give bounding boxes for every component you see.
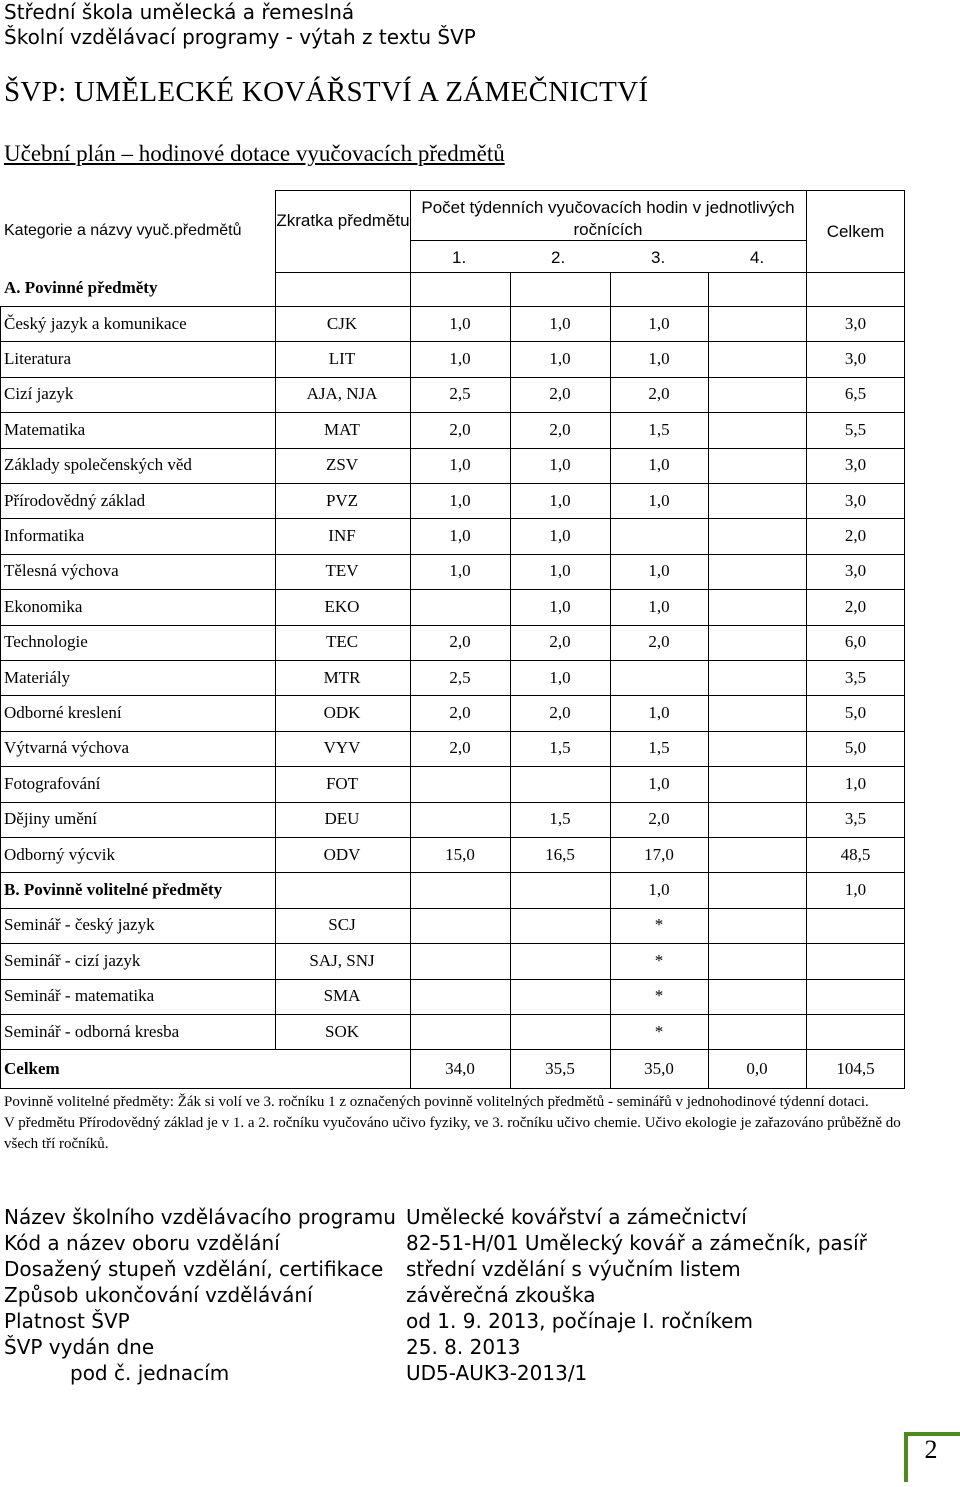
hours-year-4 (708, 589, 806, 624)
table-rule (0, 377, 905, 378)
table-rule (275, 190, 905, 191)
hours-year-1: 2,0 (449, 632, 471, 652)
subject-total: 48,5 (840, 844, 871, 864)
hours-year-2: 2,0 (549, 384, 571, 404)
hours-year-3 (610, 518, 708, 553)
hours-year-1: 1,0 (449, 349, 471, 369)
elective-abbreviation: SCJ (328, 915, 356, 935)
subject-total: 3,0 (844, 349, 867, 369)
subject-name: Cizí jazyk (4, 384, 74, 404)
elective-name: Seminář - odborná kresba (4, 1021, 180, 1041)
subject-name: Tělesná výchova (4, 561, 119, 581)
subject-name: Matematika (4, 419, 86, 439)
section-b-heading: B. Povinně volitelné předměty (4, 880, 223, 900)
elective-name: Seminář - matematika (4, 986, 155, 1006)
subject-abbreviation: INF (328, 526, 356, 546)
table-rule (0, 448, 905, 449)
subject-name: Přírodovědný základ (4, 490, 146, 510)
hours-year-3: 1,0 (648, 313, 670, 333)
info-value: závěrečná zkouška (406, 1283, 596, 1307)
subject-total: 5,0 (844, 703, 867, 723)
info-value: 82-51-H/01 Umělecký kovář a zámečník, pasíř (406, 1231, 867, 1255)
header-year-2: 2. (551, 248, 566, 267)
subject-abbreviation: MTR (323, 667, 361, 687)
hours-year-1: 1,0 (449, 561, 471, 581)
hours-year-2: 1,0 (549, 490, 571, 510)
hours-year-3: 2,0 (648, 632, 670, 652)
table-rule (0, 1014, 905, 1015)
table-rule (0, 731, 905, 732)
subject-total: 5,5 (844, 419, 867, 439)
subject-name: Informatika (4, 526, 85, 546)
hours-year-3: 1,0 (648, 490, 670, 510)
hours-year-1: 2,5 (449, 667, 471, 687)
info-label: Dosažený stupeň vzdělání, certifikace (4, 1257, 384, 1281)
subject-abbreviation: TEC (325, 632, 359, 652)
elective-name: Seminář - cizí jazyk (4, 950, 141, 970)
hours-year-3 (610, 660, 708, 695)
table-rule (0, 1088, 905, 1089)
subject-abbreviation: EKO (324, 596, 360, 616)
document-name: Školní vzdělávací programy - výtah z textu ŠVP (4, 25, 476, 49)
grand-total-year-4: 0,0 (746, 1058, 768, 1078)
grand-total-year-1: 34,0 (445, 1058, 475, 1078)
hours-year-3: 1,0 (648, 561, 670, 581)
table-rule (0, 802, 905, 803)
table-rule (0, 306, 1, 1088)
subject-name: Fotografování (4, 773, 101, 793)
table-rule (510, 272, 511, 1088)
table-rule (0, 483, 905, 484)
subject-name: Odborné kreslení (4, 703, 122, 723)
elective-abbreviation: SAJ, SNJ (309, 950, 375, 970)
header-year-1: 1. (452, 248, 467, 267)
table-rule (806, 190, 807, 1088)
subject-name: Literatura (4, 349, 72, 369)
subject-total: 6,0 (844, 632, 867, 652)
table-rule (0, 908, 905, 909)
school-name: Střední škola umělecká a řemeslná (4, 0, 355, 24)
table-rule (0, 554, 905, 555)
hours-year-1: 1,0 (449, 313, 471, 333)
subject-abbreviation: CJK (326, 313, 358, 333)
section-b-year-3: 1,0 (648, 880, 670, 900)
subject-name: Český jazyk a komunikace (4, 313, 187, 333)
page-title: ŠVP: UMĚLECKÉ KOVÁŘSTVÍ A ZÁMEČNICTVÍ (4, 76, 649, 108)
table-rule (0, 766, 905, 767)
subject-abbreviation: PVZ (325, 490, 359, 510)
subject-total: 3,0 (844, 561, 867, 581)
table-rule (0, 943, 905, 944)
table-rule (0, 341, 905, 342)
hours-year-1 (410, 766, 510, 801)
subject-name: Technologie (4, 632, 88, 652)
hours-year-4 (708, 518, 806, 553)
header-year-3: 3. (651, 248, 666, 267)
info-value: Umělecké kovářství a zámečnictví (406, 1205, 747, 1229)
info-value: od 1. 9. 2013, počínaje I. ročníkem (406, 1309, 753, 1333)
document-header (4, 0, 476, 50)
table-rule (0, 660, 905, 661)
hours-year-2: 16,5 (545, 844, 575, 864)
info-value: střední vzdělání s výučním listem (406, 1257, 741, 1281)
table-rule (708, 272, 709, 1088)
hours-year-3: 1,0 (648, 596, 670, 616)
subject-name: Dějiny umění (4, 809, 98, 829)
hours-year-4 (708, 625, 806, 660)
info-label: Kód a název oboru vzdělání (4, 1231, 280, 1255)
elective-year-3: * (654, 1021, 664, 1041)
hours-year-4 (708, 802, 806, 837)
header-total: Celkem (826, 222, 885, 241)
table-rule (0, 695, 905, 696)
subject-total: 6,5 (844, 384, 867, 404)
hours-year-2: 1,0 (549, 596, 571, 616)
info-label: Název školního vzdělávacího programu (4, 1205, 396, 1229)
elective-year-3: * (654, 915, 664, 935)
table-rule (0, 872, 905, 873)
hours-year-2: 1,0 (549, 455, 571, 475)
hours-year-4 (708, 554, 806, 589)
info-value: 25. 8. 2013 (406, 1335, 521, 1359)
subject-name: Materiály (4, 667, 71, 687)
subject-name: Výtvarná výchova (4, 738, 130, 758)
hours-year-1: 15,0 (445, 844, 475, 864)
subject-total: 1,0 (844, 773, 867, 793)
subject-name: Odborný výcvik (4, 844, 115, 864)
subject-abbreviation: ODK (323, 703, 361, 723)
hours-year-3: 2,0 (648, 384, 670, 404)
hours-year-4 (708, 483, 806, 518)
hours-year-4 (708, 377, 806, 412)
hours-year-4 (708, 766, 806, 801)
hours-year-4 (708, 448, 806, 483)
grand-total-year-3: 35,0 (644, 1058, 674, 1078)
table-rule (0, 518, 905, 519)
hours-year-2: 1,0 (549, 349, 571, 369)
subject-abbreviation: FOT (325, 773, 359, 793)
page-subtitle: Učební plán – hodinové dotace vyučovacích předmětů (4, 141, 505, 166)
hours-year-1: 1,0 (449, 490, 471, 510)
hours-year-4 (708, 306, 806, 341)
table-rule (0, 837, 905, 838)
info-label: ŠVP vydán dne (4, 1335, 155, 1359)
subject-abbreviation: MAT (324, 419, 360, 439)
hours-year-1: 2,0 (449, 703, 471, 723)
grand-total: 104,5 (836, 1058, 875, 1078)
note-electives: Povinně volitelné předměty: Žák si volí ve 3. ročníku 1 z označených povinně volitelných předmětů - seminářů v jednohodinové týdenní dotaci. (4, 1094, 869, 1110)
section-b-total: 1,0 (844, 880, 867, 900)
hours-year-1 (410, 589, 510, 624)
table-rule (904, 190, 905, 1089)
subject-abbreviation: VYV (323, 738, 361, 758)
hours-year-4 (708, 695, 806, 730)
hours-year-4 (708, 412, 806, 447)
elective-year-3: * (654, 950, 664, 970)
table-rule (0, 1049, 905, 1050)
hours-year-2 (510, 766, 610, 801)
subject-total: 3,0 (844, 490, 867, 510)
table-rule (0, 625, 905, 626)
table-rule (410, 190, 411, 1088)
hours-year-2: 1,0 (549, 526, 571, 546)
subject-total: 3,0 (844, 455, 867, 475)
table-rule (0, 589, 905, 590)
hours-year-2: 1,0 (549, 561, 571, 581)
hours-year-1: 2,5 (449, 384, 471, 404)
notes (4, 1092, 904, 1155)
grand-total-year-2: 35,5 (545, 1058, 575, 1078)
info-label: pod č. jednacím (70, 1361, 230, 1385)
note-science: V předmětu Přírodovědný základ je v 1. a 2. ročníku vyučováno učivo fyziky, ve 3. ročníku učivo chemie. Učivo ekologie je zařazováno průběžně do všech tří ročníků. (4, 1115, 901, 1152)
elective-year-3: * (654, 986, 664, 1006)
info-value: UD5-AUK3-2013/1 (406, 1361, 588, 1385)
header-abbreviation: Zkratka předmětu (276, 211, 410, 230)
hours-year-2: 1,5 (549, 738, 571, 758)
hours-year-1: 2,0 (449, 419, 471, 439)
subject-name: Základy společenských věd (4, 455, 192, 475)
hours-year-1 (410, 802, 510, 837)
header-year-4: 4. (750, 248, 765, 267)
table-rule (275, 272, 905, 273)
subject-total: 3,5 (844, 809, 867, 829)
elective-abbreviation: SOK (324, 1021, 359, 1041)
table-rule (610, 272, 611, 1088)
page-number: 2 (924, 1435, 938, 1464)
subject-abbreviation: LIT (328, 349, 356, 369)
hours-year-1: 1,0 (449, 526, 471, 546)
header-category: Kategorie a názvy vyuč.předmětů (4, 222, 242, 239)
section-a-heading: A. Povinné předměty (4, 278, 158, 297)
header-weekly-hours: Počet týdenních vyučovacích hodin v jednotlivých ročnících (421, 198, 795, 239)
hours-year-3: 1,0 (648, 455, 670, 475)
hours-year-3: 2,0 (648, 809, 670, 829)
hours-year-3: 17,0 (644, 844, 674, 864)
hours-year-2: 1,5 (549, 809, 571, 829)
subject-total: 5,0 (844, 738, 867, 758)
info-label: Platnost ŠVP (4, 1309, 130, 1333)
hours-year-2: 1,0 (549, 667, 571, 687)
subject-abbreviation: ODV (323, 844, 361, 864)
subject-abbreviation: ZSV (325, 455, 359, 475)
subject-total: 3,5 (844, 667, 867, 687)
subject-abbreviation: AJA, NJA (306, 384, 378, 404)
info-label: Způsob ukončování vzdělávání (4, 1283, 313, 1307)
subject-abbreviation: TEV (325, 561, 359, 581)
hours-year-2: 2,0 (549, 632, 571, 652)
hours-year-3: 1,0 (648, 773, 670, 793)
hours-year-4 (708, 660, 806, 695)
hours-year-3: 1,0 (648, 703, 670, 723)
hours-year-4 (708, 837, 806, 872)
subject-total: 3,0 (844, 313, 867, 333)
subject-total: 2,0 (844, 526, 867, 546)
table-rule (0, 412, 905, 413)
hours-year-3: 1,5 (648, 738, 670, 758)
hours-year-2: 2,0 (549, 419, 571, 439)
table-rule (0, 979, 905, 980)
hours-year-1: 2,0 (449, 738, 471, 758)
grand-total-label: Celkem (4, 1058, 60, 1078)
hours-year-4 (708, 731, 806, 766)
table-rule (0, 306, 905, 307)
subject-name: Ekonomika (4, 596, 83, 616)
hours-year-4 (708, 341, 806, 376)
subject-total: 2,0 (844, 596, 867, 616)
hours-year-1: 1,0 (449, 455, 471, 475)
elective-name: Seminář - český jazyk (4, 915, 155, 935)
hours-year-2: 2,0 (549, 703, 571, 723)
subject-abbreviation: DEU (324, 809, 360, 829)
elective-abbreviation: SMA (323, 986, 361, 1006)
table-rule (275, 272, 276, 1049)
hours-year-3: 1,5 (648, 419, 670, 439)
hours-year-2: 1,0 (549, 313, 571, 333)
hours-year-3: 1,0 (648, 349, 670, 369)
